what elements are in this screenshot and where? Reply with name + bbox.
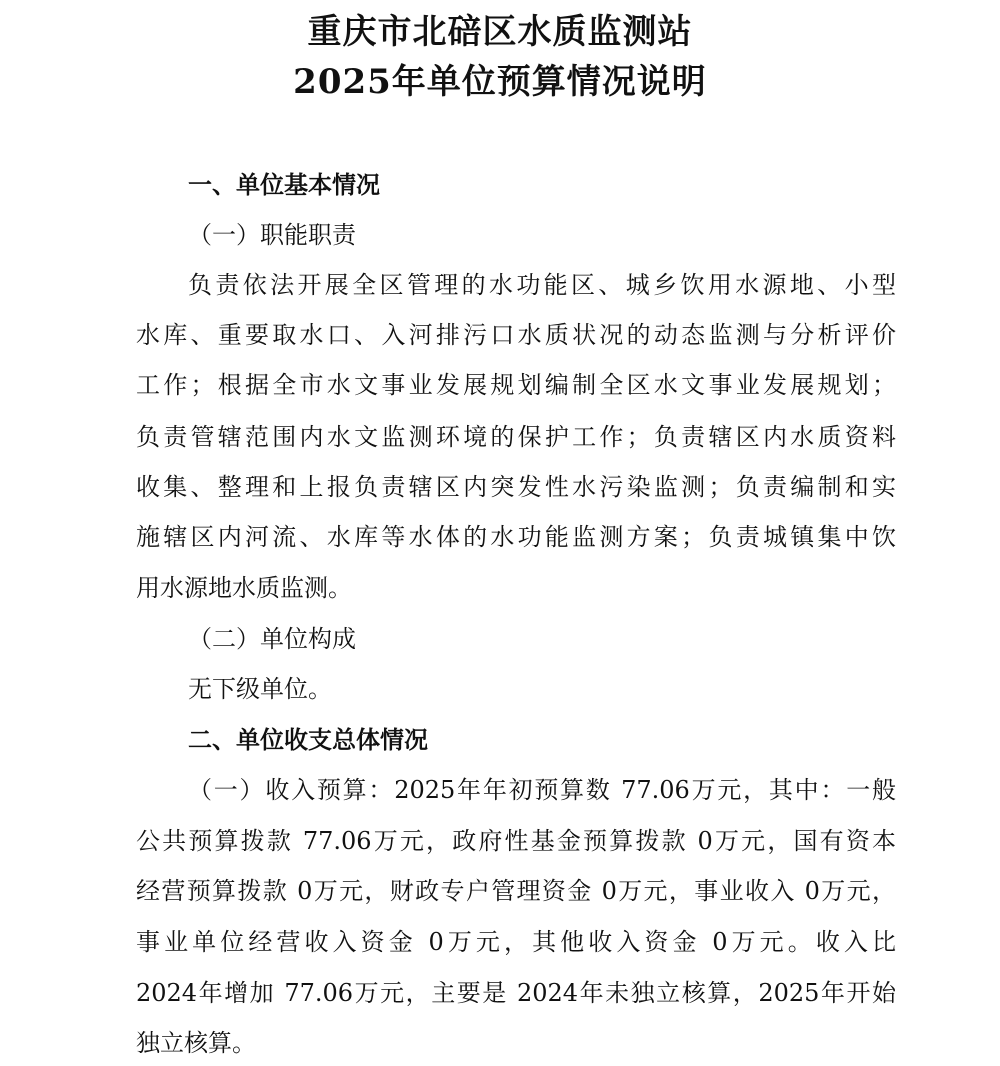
document-title-line-1: 重庆市北碚区水质监测站 — [307, 12, 693, 52]
section-2-heading: 二、单位收支总体情况 — [188, 725, 428, 754]
duties-line-1: 负责依法开展全区管理的水功能区、城乡饮用水源地、小型 — [188, 271, 896, 299]
income-line-3: 经营预算拨款 0万元，财政专户管理资金 0万元，事业收入 0万元， — [136, 877, 896, 905]
document-title-line-2: 2025年单位预算情况说明 — [293, 62, 707, 102]
section-1-sub-1-heading: （一）职能职责 — [188, 221, 356, 249]
duties-line-3: 工作；根据全市水文事业发展规划编制全区水文事业发展规划； — [136, 371, 896, 399]
section-1-sub-2-heading: （二）单位构成 — [188, 625, 356, 653]
income-line-6: 独立核算。 — [136, 1029, 256, 1057]
duties-line-7: 用水源地水质监测。 — [136, 574, 352, 602]
section-1-heading: 一、单位基本情况 — [188, 170, 380, 199]
duties-line-5: 收集、整理和上报负责辖区内突发性水污染监测；负责编制和实 — [136, 473, 896, 501]
duties-line-2: 水库、重要取水口、入河排污口水质状况的动态监测与分析评价 — [136, 321, 896, 349]
section-1-sub-2-text: 无下级单位。 — [188, 675, 332, 703]
duties-line-6: 施辖区内河流、水库等水体的水功能监测方案；负责城镇集中饮 — [136, 523, 896, 551]
income-line-2: 公共预算拨款 77.06万元，政府性基金预算拨款 0万元，国有资本 — [136, 827, 896, 855]
income-line-4: 事业单位经营收入资金 0万元，其他收入资金 0万元。收入比 — [136, 928, 896, 956]
income-line-1: （一）收入预算：2025年年初预算数 77.06万元，其中：一般 — [188, 776, 896, 804]
income-line-5: 2024年增加 77.06万元，主要是 2024年未独立核算，2025年开始 — [136, 979, 896, 1007]
duties-line-4: 负责管辖范围内水文监测环境的保护工作；负责辖区内水质资料 — [136, 423, 896, 451]
